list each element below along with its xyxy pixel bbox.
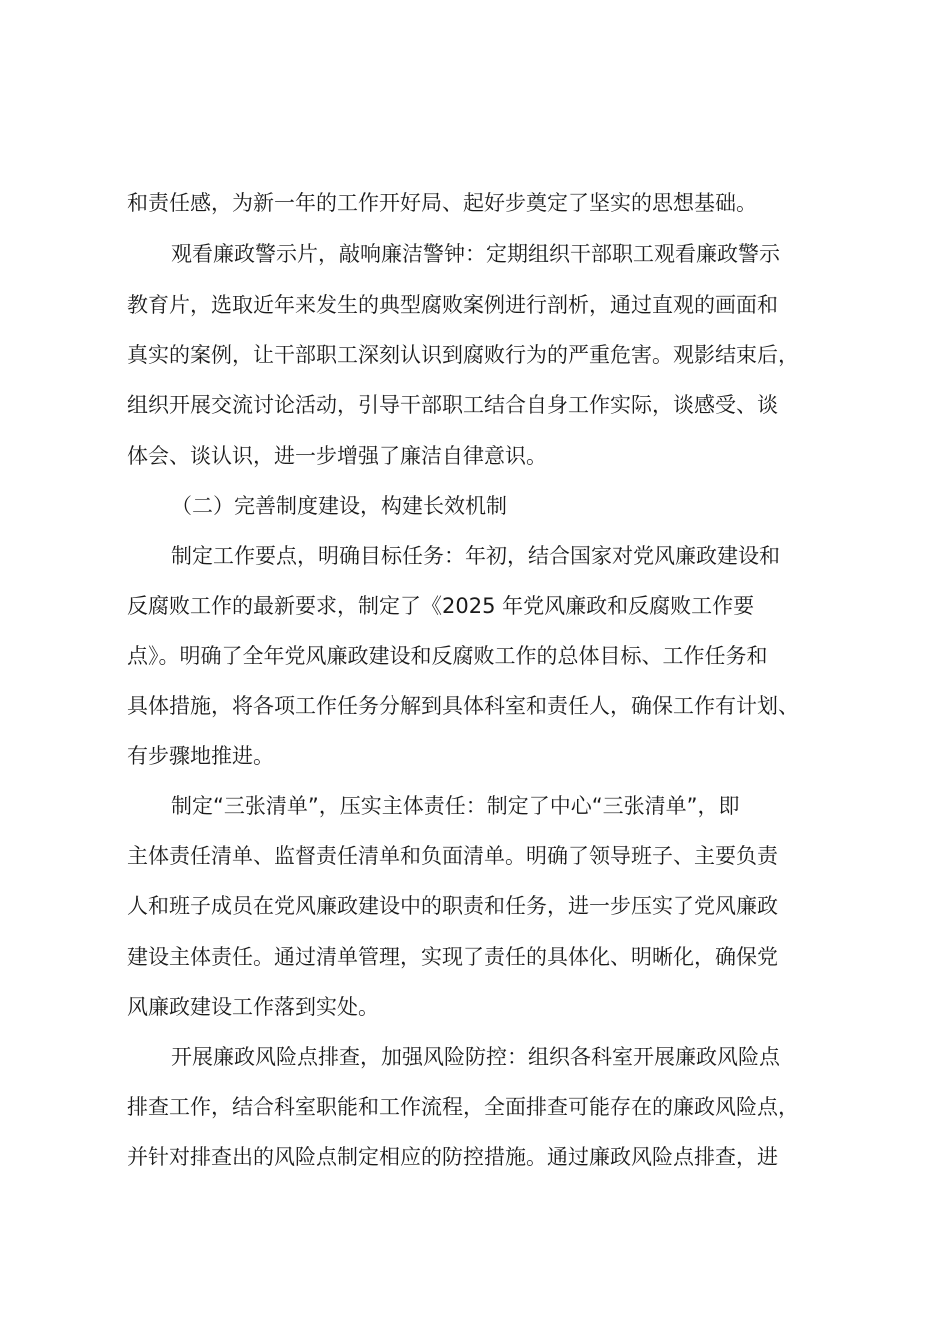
text-line: 和责任感，为新一年的工作开好局、起好步奠定了坚实的思想基础。 (127, 191, 757, 215)
text-line: 教育片，选取近年来发生的典型腐败案例进行剖析，通过直观的画面和 (127, 293, 778, 317)
text-line: 风廉政建设工作落到实处。 (127, 995, 379, 1019)
text-line: 主体责任清单、监督责任清单和负面清单。明确了领导班子、主要负责 (127, 844, 778, 868)
text-line: 排查工作，结合科室职能和工作流程，全面排查可能存在的廉政风险点， (127, 1095, 799, 1119)
text-line: 有步骤地推进。 (127, 744, 274, 768)
text-line: 反腐败工作的最新要求，制定了《2025 年党风廉政和反腐败工作要 (127, 594, 755, 618)
text-line: 建设主体责任。通过清单管理，实现了责任的具体化、明晰化，确保党 (127, 945, 778, 969)
text-line: 人和班子成员在党风廉政建设中的职责和任务，进一步压实了党风廉政 (127, 894, 778, 918)
text-line: 并针对排查出的风险点制定相应的防控措施。通过廉政风险点排查，进 (127, 1145, 778, 1169)
text-line: 开展廉政风险点排查，加强风险防控：组织各科室开展廉政风险点 (171, 1045, 780, 1069)
text-line: 制定工作要点，明确目标任务：年初，结合国家对党风廉政建设和 (171, 544, 780, 568)
text-line: 体会、谈认识，进一步增强了廉洁自律意识。 (127, 444, 547, 468)
text-line: 真实的案例，让干部职工深刻认识到腐败行为的严重危害。观影结束后， (127, 343, 799, 367)
text-line: 制定“三张清单”，压实主体责任：制定了中心“三张清单”，即 (171, 794, 740, 818)
text-line: 组织开展交流讨论活动，引导干部职工结合自身工作实际，谈感受、谈 (127, 393, 778, 417)
text-line: 具体措施，将各项工作任务分解到具体科室和责任人，确保工作有计划、 (127, 694, 799, 718)
text-line: 点》。明确了全年党风廉政建设和反腐败工作的总体目标、工作任务和 (127, 644, 768, 668)
text-line: 观看廉政警示片，敲响廉洁警钟：定期组织干部职工观看廉政警示 (171, 242, 780, 266)
section-heading: （二）完善制度建设，构建长效机制 (171, 494, 507, 518)
